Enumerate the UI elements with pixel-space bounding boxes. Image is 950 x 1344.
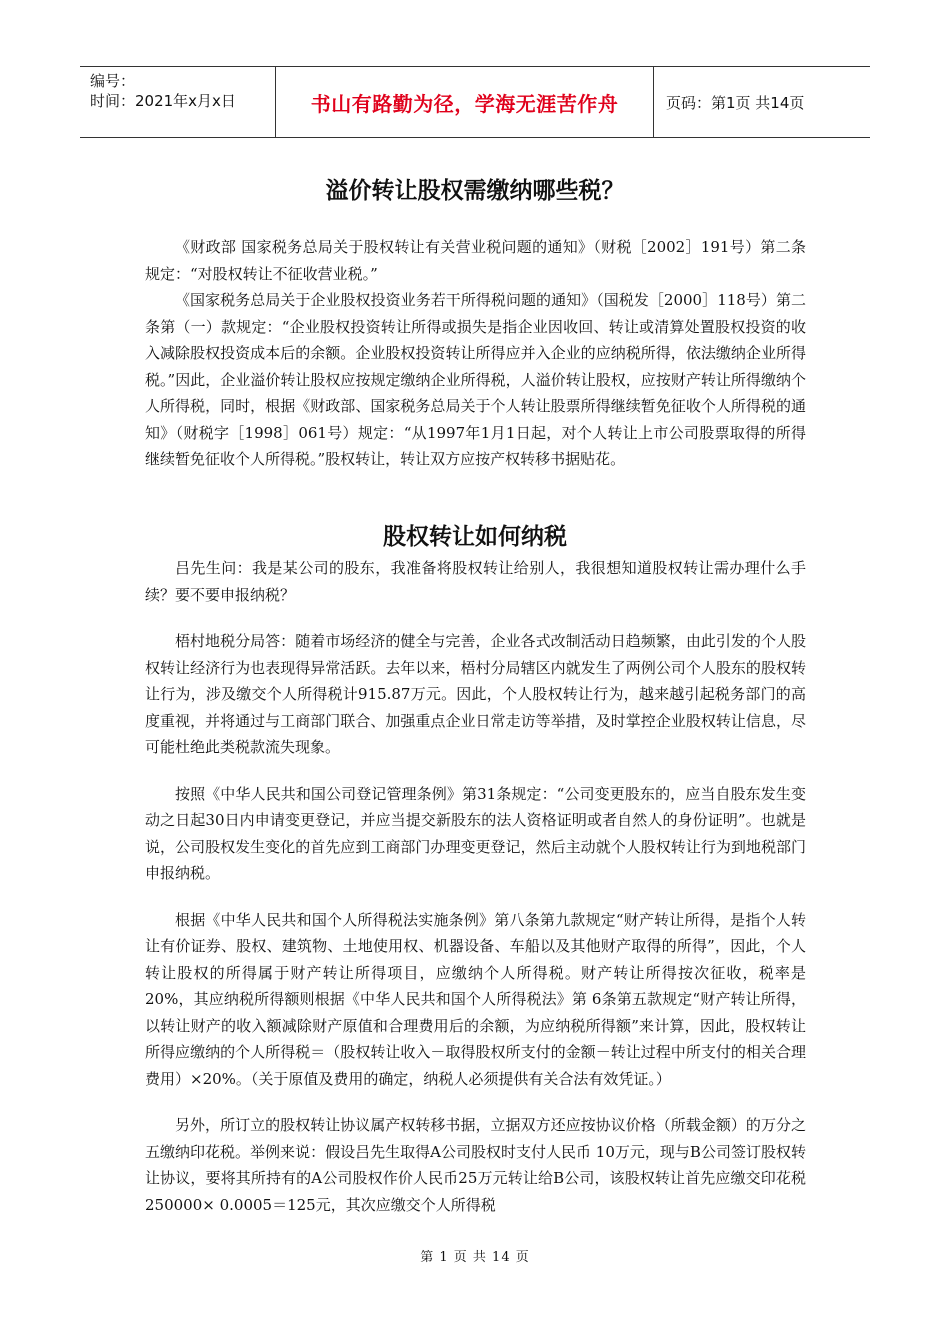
paragraph: 根据《中华人民共和国个人所得税法实施条例》第八条第九款规定“财产转让所得，是指个人转让有价证券、股权、建筑物、土地使用权、机器设备、车船以及其他财产取得的所得”，因此，个人转让股权的所得属于财产转让所得项目，应缴纳个人所得税。财产转让所得按次征收，税率是20%，其应纳税所得额则根据《中华人民共和国个人所得税法》第 6条第五款规定“财产转让所得，以转让财产的收入额减除财产原值和合理费用后的余额，为应纳税所得额”来计算，因此，股权转让所得应缴纳的个人所得税＝（股权转让收入－取得股权所支付的金额－转让过程中所支付的相关合理费用）×20%。（关于原值及费用的确定，纳税人必须提供有关合法有效凭证。） bbox=[145, 910, 806, 1088]
header-motto-cell bbox=[276, 67, 654, 137]
paragraph: 吕先生问：我是某公司的股东，我准备将股权转让给别人，我很想知道股权转让需办理什么手续？要不要申报纳税？ bbox=[145, 559, 806, 604]
document-time-label: 时间：2021年x月x日 bbox=[90, 92, 236, 110]
page-footer: 第 1 页 共 14 页 bbox=[420, 1250, 530, 1265]
paragraph: 梧村地税分局答：随着市场经济的健全与完善，企业各式改制活动日趋频繁，由此引发的个人股权转让经济行为也表现得异常活跃。去年以来，梧村分局辖区内就发生了两例公司个人股东的股权转让行为，涉及缴交个人所得税计915.87万元。因此，个人股权转让行为，越来越引起税务部门的高度重视，并将通过与工商部门联合、加强重点企业日常走访等举措，及时掌控企业股权转让信息，尽可能杜绝此类税款流失现象。 bbox=[145, 632, 806, 756]
header-motto: 书山有路勤为径，学海无涯苦作舟 bbox=[310, 91, 619, 116]
article-body-2 bbox=[145, 555, 806, 1218]
paragraph-gap bbox=[145, 887, 806, 907]
header-page-info: 页码：第1页 共14页 bbox=[666, 93, 805, 112]
article-title-2: 股权转让如何纳税 bbox=[383, 524, 567, 550]
paragraph-gap bbox=[145, 608, 806, 628]
paragraph: 按照《中华人民共和国公司登记管理条例》第31条规定：“公司变更股东的，应当自股东发生变动之日起30日内申请变更登记，并应当提交新股东的法人资格证明或者自然人的身份证明”。也就是说，公司股权发生变化的首先应到工商部门办理变更登记，然后主动就个人股权转让行为到地税部门申报纳税。 bbox=[145, 784, 806, 882]
paragraph-gap bbox=[145, 1092, 806, 1112]
page-header bbox=[80, 66, 870, 138]
paragraph-gap bbox=[145, 761, 806, 781]
paragraph: 《财政部 国家税务总局关于股权转让有关营业税问题的通知》（财税［2002］191号）第二条规定：“对股权转让不征收营业税。” bbox=[145, 238, 806, 283]
document-number-label: 编号： bbox=[90, 72, 136, 90]
article-title-1: 溢价转让股权需缴纳哪些税？ bbox=[325, 178, 625, 204]
paragraph: 《国家税务总局关于企业股权投资业务若干所得税问题的通知》（国税发［2000］118号）第二条第（一）款规定：“企业股权投资转让所得或损失是指企业因收回、转让或清算处置股权投资的收入减除股权投资成本后的余额。企业股权投资转让所得应并入企业的应纳税所得，依法缴纳企业所得税。”因此，企业溢价转让股权应按规定缴纳企业所得税，人溢价转让股权，应按财产转让所得缴纳个人所得税，同时，根据《财政部、国家税务总局关于个人转让股票所得继续暂免征收个人所得税的通知》（财税字［1998］061号）规定：“从1997年1月1日起，对个人转让上市公司股票取得的所得继续暂免征收个人所得税。”股权转让，转让双方应按产权转移书据贴花。 bbox=[145, 291, 806, 468]
article-body-1 bbox=[145, 234, 806, 473]
paragraph: 另外，所订立的股权转让协议属产权转移书据，立据双方还应按协议价格（所载金额）的万分之五缴纳印花税。举例来说：假设吕先生取得A公司股权时支付人民币 10万元，现与B公司签订股权转让协议，要将其所持有的A公司股权作价人民币25万元转让给B公司，该股权转让首先应缴交印花税250000× 0.0005＝125元，其次应缴交个人所得税 bbox=[145, 1116, 806, 1214]
header-meta bbox=[80, 67, 276, 137]
